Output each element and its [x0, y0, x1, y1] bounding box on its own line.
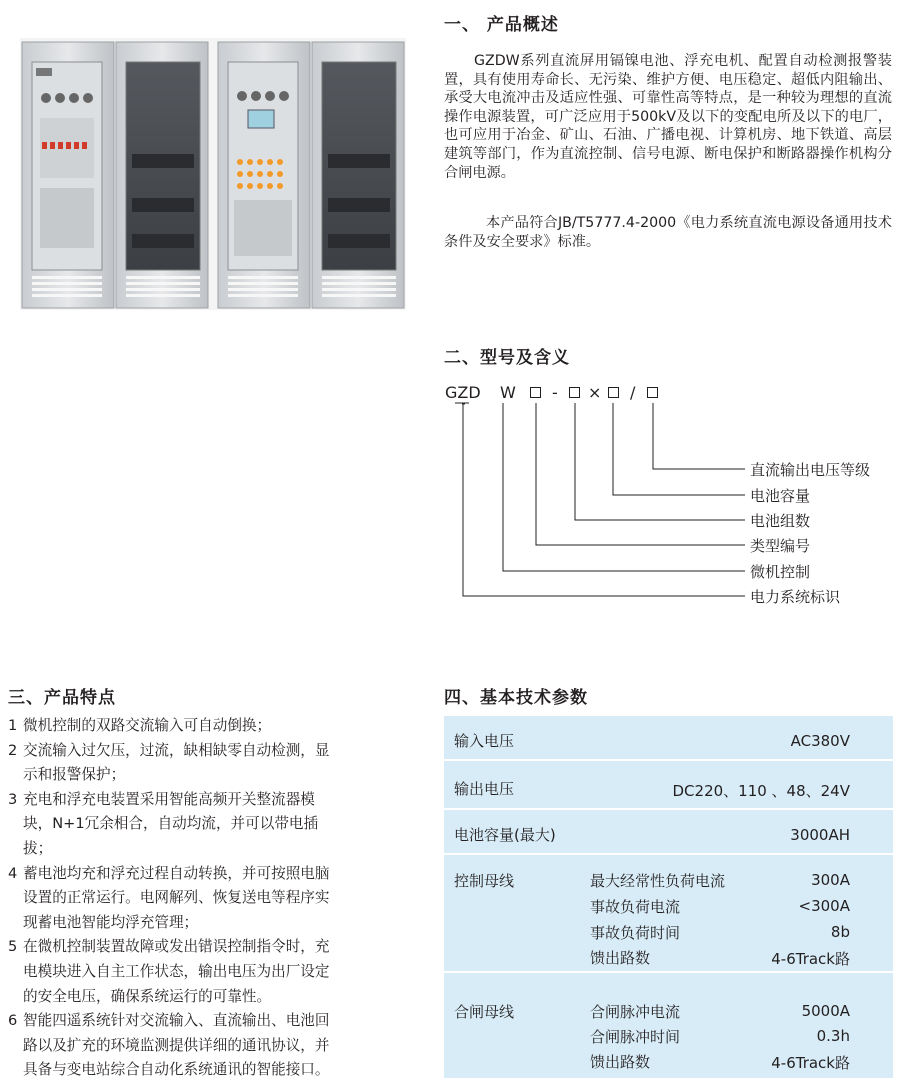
- model-code-box-1: [530, 387, 541, 398]
- feature-item-5: 5 在微机控制装置故障或发出错误控制指令时，充 电模块进入自主工作状态，输出电压为出厂设定 的安全电压，确保系统运行的可靠性。: [8, 938, 330, 1005]
- row-closing-bus-label: 合闸母线: [454, 1003, 515, 1021]
- section3-title: 三、产品特点: [8, 688, 116, 708]
- control-item-name: 事故负荷电流: [590, 898, 681, 916]
- row-input-value: AC380V: [790, 732, 850, 750]
- control-item-value: 4-6Track路: [771, 950, 850, 968]
- model-code-w: W: [500, 383, 516, 402]
- feature-item-1: 1 微机控制的双路交流输入可自动倒换；: [8, 717, 272, 734]
- row-control-bus-label: 控制母线: [454, 872, 515, 890]
- model-code-gzd: GZD: [445, 383, 481, 402]
- feature-item-6: 6 智能四遥系统针对交流输入、直流输出、电池回 路以及扩充的环境监测提供详细的通讯协议，并 具备与变电站综合自动化系统通讯的智能接口。: [8, 1012, 330, 1079]
- legend-microcontrol: 微机控制: [750, 563, 811, 581]
- model-code-slash: /: [630, 383, 636, 402]
- row-battery-value: 3000AH: [790, 826, 850, 844]
- model-code-dash: -: [552, 383, 558, 402]
- legend-battery-groups: 电池组数: [750, 512, 811, 530]
- section1-paragraph-1: GZDW系列直流屏用镉镍电池、浮充电机、配置自动检测报警装置，具有使用寿命长、无污染、维护方便、电压稳定、超低内阻输出、承受大电流冲击及适应性强、可靠性高等特点，是一种较为理想的直流操作电源装置，可广泛应用于500kV及以下的变配电所及以下的电厂，也可应用于冶金、矿山、石油、广播电视、计算机房、地下铁道、高层建筑等部门，作为直流控制、信号电源、断电保护和断路器操作机构分合闸电源。: [444, 53, 892, 181]
- features-list: [8, 714, 418, 1083]
- closing-item-value: 4-6Track路: [771, 1054, 850, 1072]
- legend-power-system-id: 电力系统标识: [750, 588, 841, 606]
- legend-voltage-level: 直流输出电压等级: [750, 461, 871, 479]
- model-code-box-4: [647, 387, 658, 398]
- closing-item-name: 馈出路数: [590, 1053, 651, 1071]
- feature-item-2: 2 交流输入过欠压，过流，缺相缺零自动检测，显 示和报警保护；: [8, 741, 330, 784]
- model-code-box-3: [608, 387, 619, 398]
- control-item-name: 最大经常性负荷电流: [590, 872, 726, 890]
- tech-params-table: [444, 716, 893, 1078]
- legend-type-number: 类型编号: [750, 537, 811, 555]
- row-output-label: 输出电压: [454, 780, 515, 798]
- feature-item-4: 4 蓄电池均充和浮充过程自动转换，并可按照电脑 设置的正常运行。电网解列、恢复送电等程序实 现蓄电池智能均浮充管理；: [8, 864, 330, 931]
- section2-title: 二、型号及含义: [444, 348, 570, 368]
- section4-title: 四、基本技术参数: [444, 688, 588, 708]
- closing-item-name: 合闸脉冲时间: [590, 1028, 681, 1046]
- legend-battery-capacity: 电池容量: [750, 487, 811, 505]
- control-item-name: 馈出路数: [590, 949, 651, 967]
- row-output-value: DC220、110 、48、24V: [672, 782, 850, 800]
- model-code-box-2: [569, 387, 580, 398]
- control-item-value: 8b: [830, 923, 850, 941]
- control-item-value: 300A: [811, 871, 850, 889]
- section1-title: 一、 产品概述: [444, 15, 559, 35]
- closing-item-value: 0.3h: [816, 1027, 850, 1045]
- product-photo: [20, 38, 406, 310]
- row-input-label: 输入电压: [454, 732, 515, 750]
- model-code-times: ×: [588, 383, 602, 402]
- section1-paragraph-2: 本产品符合JB/T5777.4-2000《电力系统直流电源设备通用技术条件及安全要求》标准。: [444, 215, 892, 250]
- feature-item-3: 3 充电和浮充电装置采用智能高频开关整流器模 块，N+1冗余相合，自动均流，并可以带电插 拔；: [8, 790, 319, 857]
- closing-item-value: 5000A: [801, 1002, 850, 1020]
- dc-panel-cabinets-image: [20, 38, 406, 310]
- control-item-name: 事故负荷时间: [590, 924, 681, 942]
- row-battery-label: 电池容量(最大): [454, 826, 556, 844]
- closing-item-name: 合闸脉冲电流: [590, 1003, 681, 1021]
- control-item-value: <300A: [798, 897, 850, 915]
